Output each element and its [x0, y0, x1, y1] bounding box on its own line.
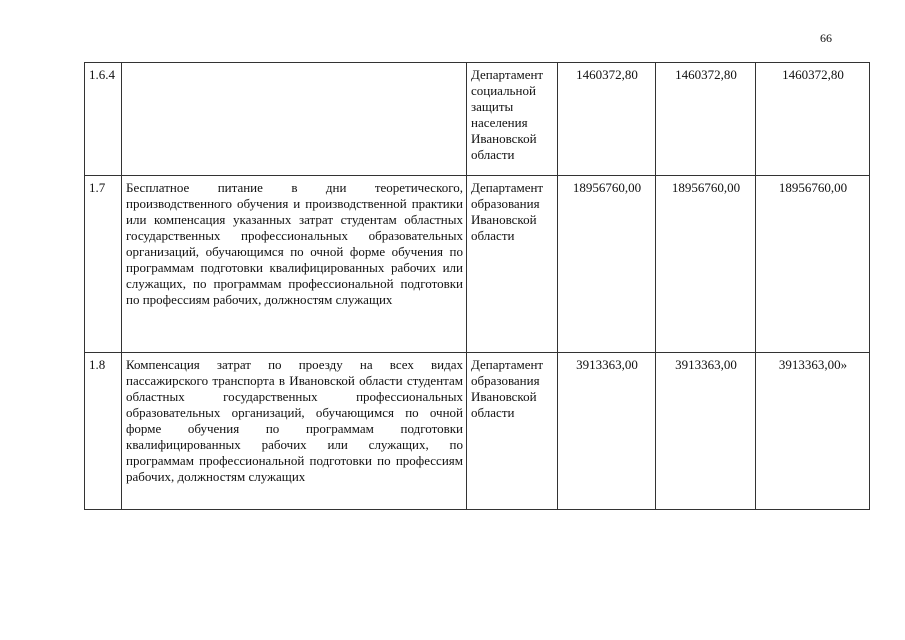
row-description [122, 63, 467, 176]
row-value-2: 1460372,80 [656, 63, 756, 176]
row-department: Департамент образования Ивановской области [467, 353, 558, 510]
row-number: 1.8 [85, 353, 122, 510]
table-row [85, 176, 870, 353]
budget-table [84, 62, 870, 510]
row-number: 1.6.4 [85, 63, 122, 176]
row-value-1: 3913363,00 [558, 353, 656, 510]
row-value-3: 18956760,00 [756, 176, 870, 353]
row-number: 1.7 [85, 176, 122, 353]
row-value-2: 3913363,00 [656, 353, 756, 510]
row-value-2: 18956760,00 [656, 176, 756, 353]
row-value-1: 1460372,80 [558, 63, 656, 176]
row-value-1: 18956760,00 [558, 176, 656, 353]
row-department: Департамент образования Ивановской области [467, 176, 558, 353]
row-description: Бесплатное питание в дни теоретического, производственного обучения и производственной практики или компенсация указанных затрат студентам областных государственных профессиональных образовательных организаций, обучающимся по очной форме обучения по программам подготовки квалифицированных рабочих или служащих, по программам профессиональной подготовки по профессиям рабочих, должностям служащих [122, 176, 467, 353]
row-department: Департамент социальной защиты населения Ивановской области [467, 63, 558, 176]
table-row [85, 353, 870, 510]
row-value-3: 3913363,00» [756, 353, 870, 510]
row-description: Компенсация затрат по проезду на всех видах пассажирского транспорта в Ивановской области студентам областных государственных профессиональных образовательных организаций, обучающимся по очной форме обучения по программам подготовки квалифицированных рабочих или служащих, по программам профессиональной подготовки по профессиям рабочих, должностям служащих [122, 353, 467, 510]
page-number: 66 [820, 31, 832, 45]
row-value-3: 1460372,80 [756, 63, 870, 176]
table-row [85, 63, 870, 176]
